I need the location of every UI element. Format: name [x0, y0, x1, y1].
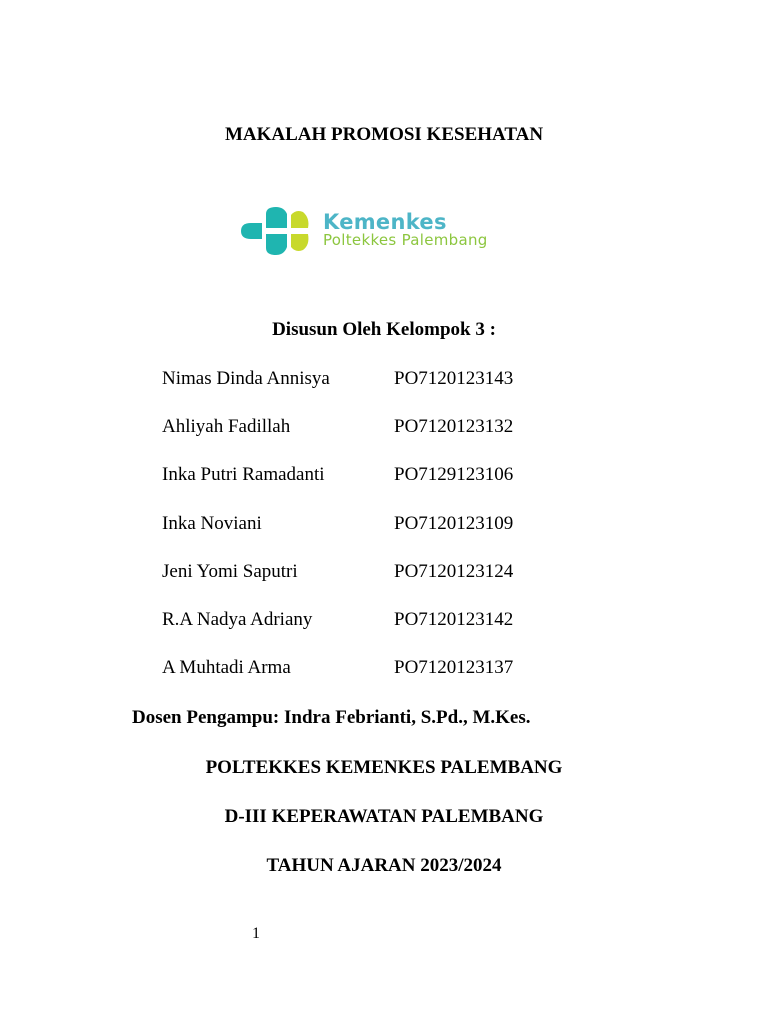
member-row — [162, 513, 582, 561]
lecturer-line: Dosen Pengampu: Indra Febrianti, S.Pd., M.Kes. — [132, 707, 531, 728]
group-heading: Disusun Oleh Kelompok 3 : — [272, 319, 496, 340]
member-list — [162, 368, 582, 705]
member-nim: PO7120123109 — [394, 512, 514, 534]
logo-text-poltekkes: Poltekkes Palembang — [323, 231, 488, 249]
member-row — [162, 609, 582, 657]
member-row — [162, 561, 582, 609]
page-number: 1 — [252, 925, 260, 942]
kemenkes-logo-icon — [238, 204, 318, 258]
member-name: A Muhtadi Arma — [162, 657, 291, 679]
member-nim: PO7120123143 — [394, 368, 514, 389]
member-nim: PO7120123124 — [394, 560, 514, 582]
member-row — [162, 368, 582, 416]
institution-name: POLTEKKES KEMENKES PALEMBANG — [205, 757, 563, 778]
member-row — [162, 657, 582, 705]
program-name: D-III KEPERAWATAN PALEMBANG — [224, 806, 544, 827]
academic-year: TAHUN AJARAN 2023/2024 — [266, 855, 502, 876]
member-nim: PO7129123106 — [394, 464, 514, 486]
member-name: Inka Noviani — [162, 512, 262, 534]
member-name: Jeni Yomi Saputri — [162, 560, 298, 582]
page-title: MAKALAH PROMOSI KESEHATAN — [224, 124, 544, 145]
kemenkes-logo — [238, 204, 548, 258]
member-name: Nimas Dinda Annisya — [162, 368, 330, 389]
member-row — [162, 464, 582, 512]
logo-text-kemenkes: Kemenkes — [323, 210, 447, 234]
member-nim: PO7120123137 — [394, 657, 514, 679]
member-row — [162, 416, 582, 464]
member-name: Inka Putri Ramadanti — [162, 464, 325, 486]
member-name: R.A Nadya Adriany — [162, 608, 313, 630]
member-nim: PO7120123142 — [394, 608, 514, 630]
member-name: Ahliyah Fadillah — [162, 416, 291, 438]
member-nim: PO7120123132 — [394, 416, 514, 438]
